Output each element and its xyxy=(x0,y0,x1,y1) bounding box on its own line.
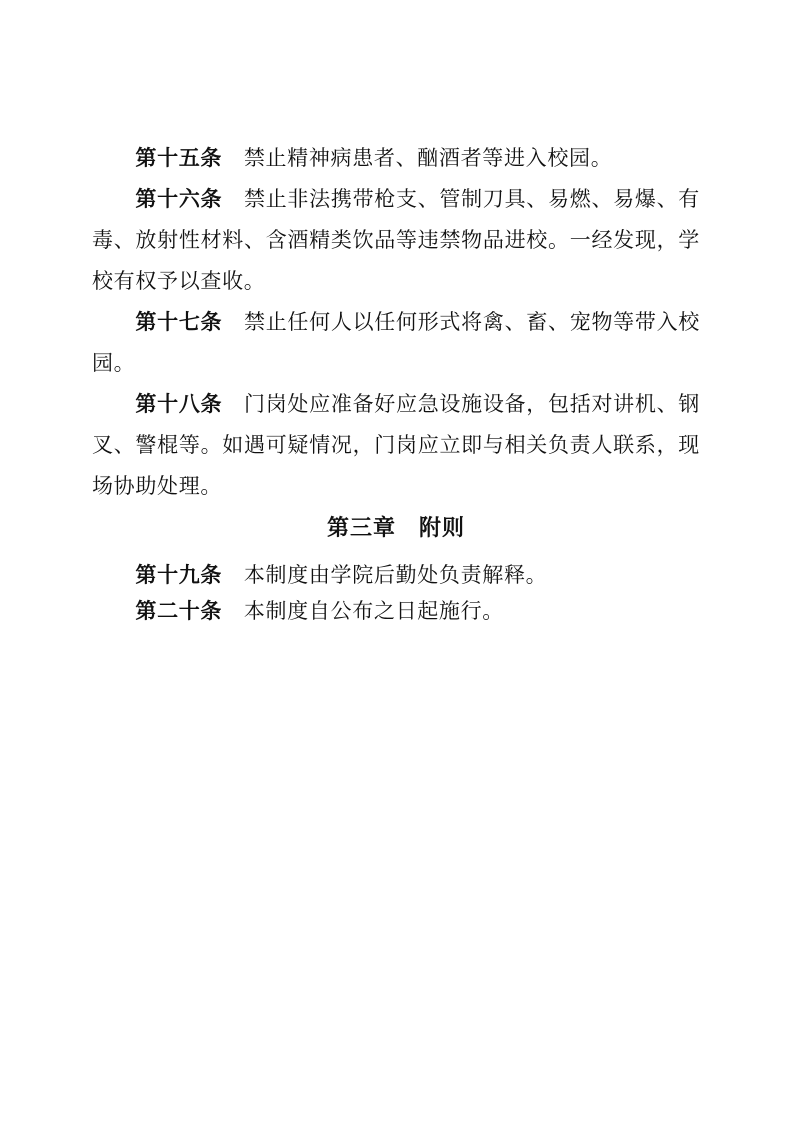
article-paragraph-17 xyxy=(92,302,700,384)
article-paragraph-16 xyxy=(92,179,700,302)
article-text: 禁止任何人以任何形式将禽、畜、宠物等带入校园。 xyxy=(92,310,700,375)
article-text: 本制度由学院后勤处负责解释。 xyxy=(243,563,548,587)
article-number-label: 第十五条 xyxy=(135,146,223,170)
article-text: 本制度自公布之日起施行。 xyxy=(243,599,504,623)
article-paragraph-18 xyxy=(92,384,700,507)
article-paragraph-20 xyxy=(92,593,700,629)
article-number-label: 第二十条 xyxy=(135,599,223,623)
article-paragraph-15 xyxy=(92,138,700,179)
article-number-label: 第十九条 xyxy=(135,563,223,587)
article-text: 禁止非法携带枪支、管制刀具、易燃、易爆、有毒、放射性材料、含酒精类饮品等违禁物品进校。一经发现，学校有权予以查收。 xyxy=(92,187,700,293)
article-number-label: 第十七条 xyxy=(135,310,223,334)
chapter-heading: 第三章 附则 xyxy=(326,515,465,540)
article-paragraph-19 xyxy=(92,557,700,593)
article-text: 禁止精神病患者、酗酒者等进入校园。 xyxy=(243,146,613,170)
article-number-label: 第十六条 xyxy=(135,187,223,211)
article-number-label: 第十八条 xyxy=(135,392,223,416)
document-body xyxy=(92,138,700,629)
article-text: 门岗处应准备好应急设施设备，包括对讲机、钢叉、警棍等。如遇可疑情况，门岗应立即与相关负责人联系，现场协助处理。 xyxy=(92,392,700,498)
